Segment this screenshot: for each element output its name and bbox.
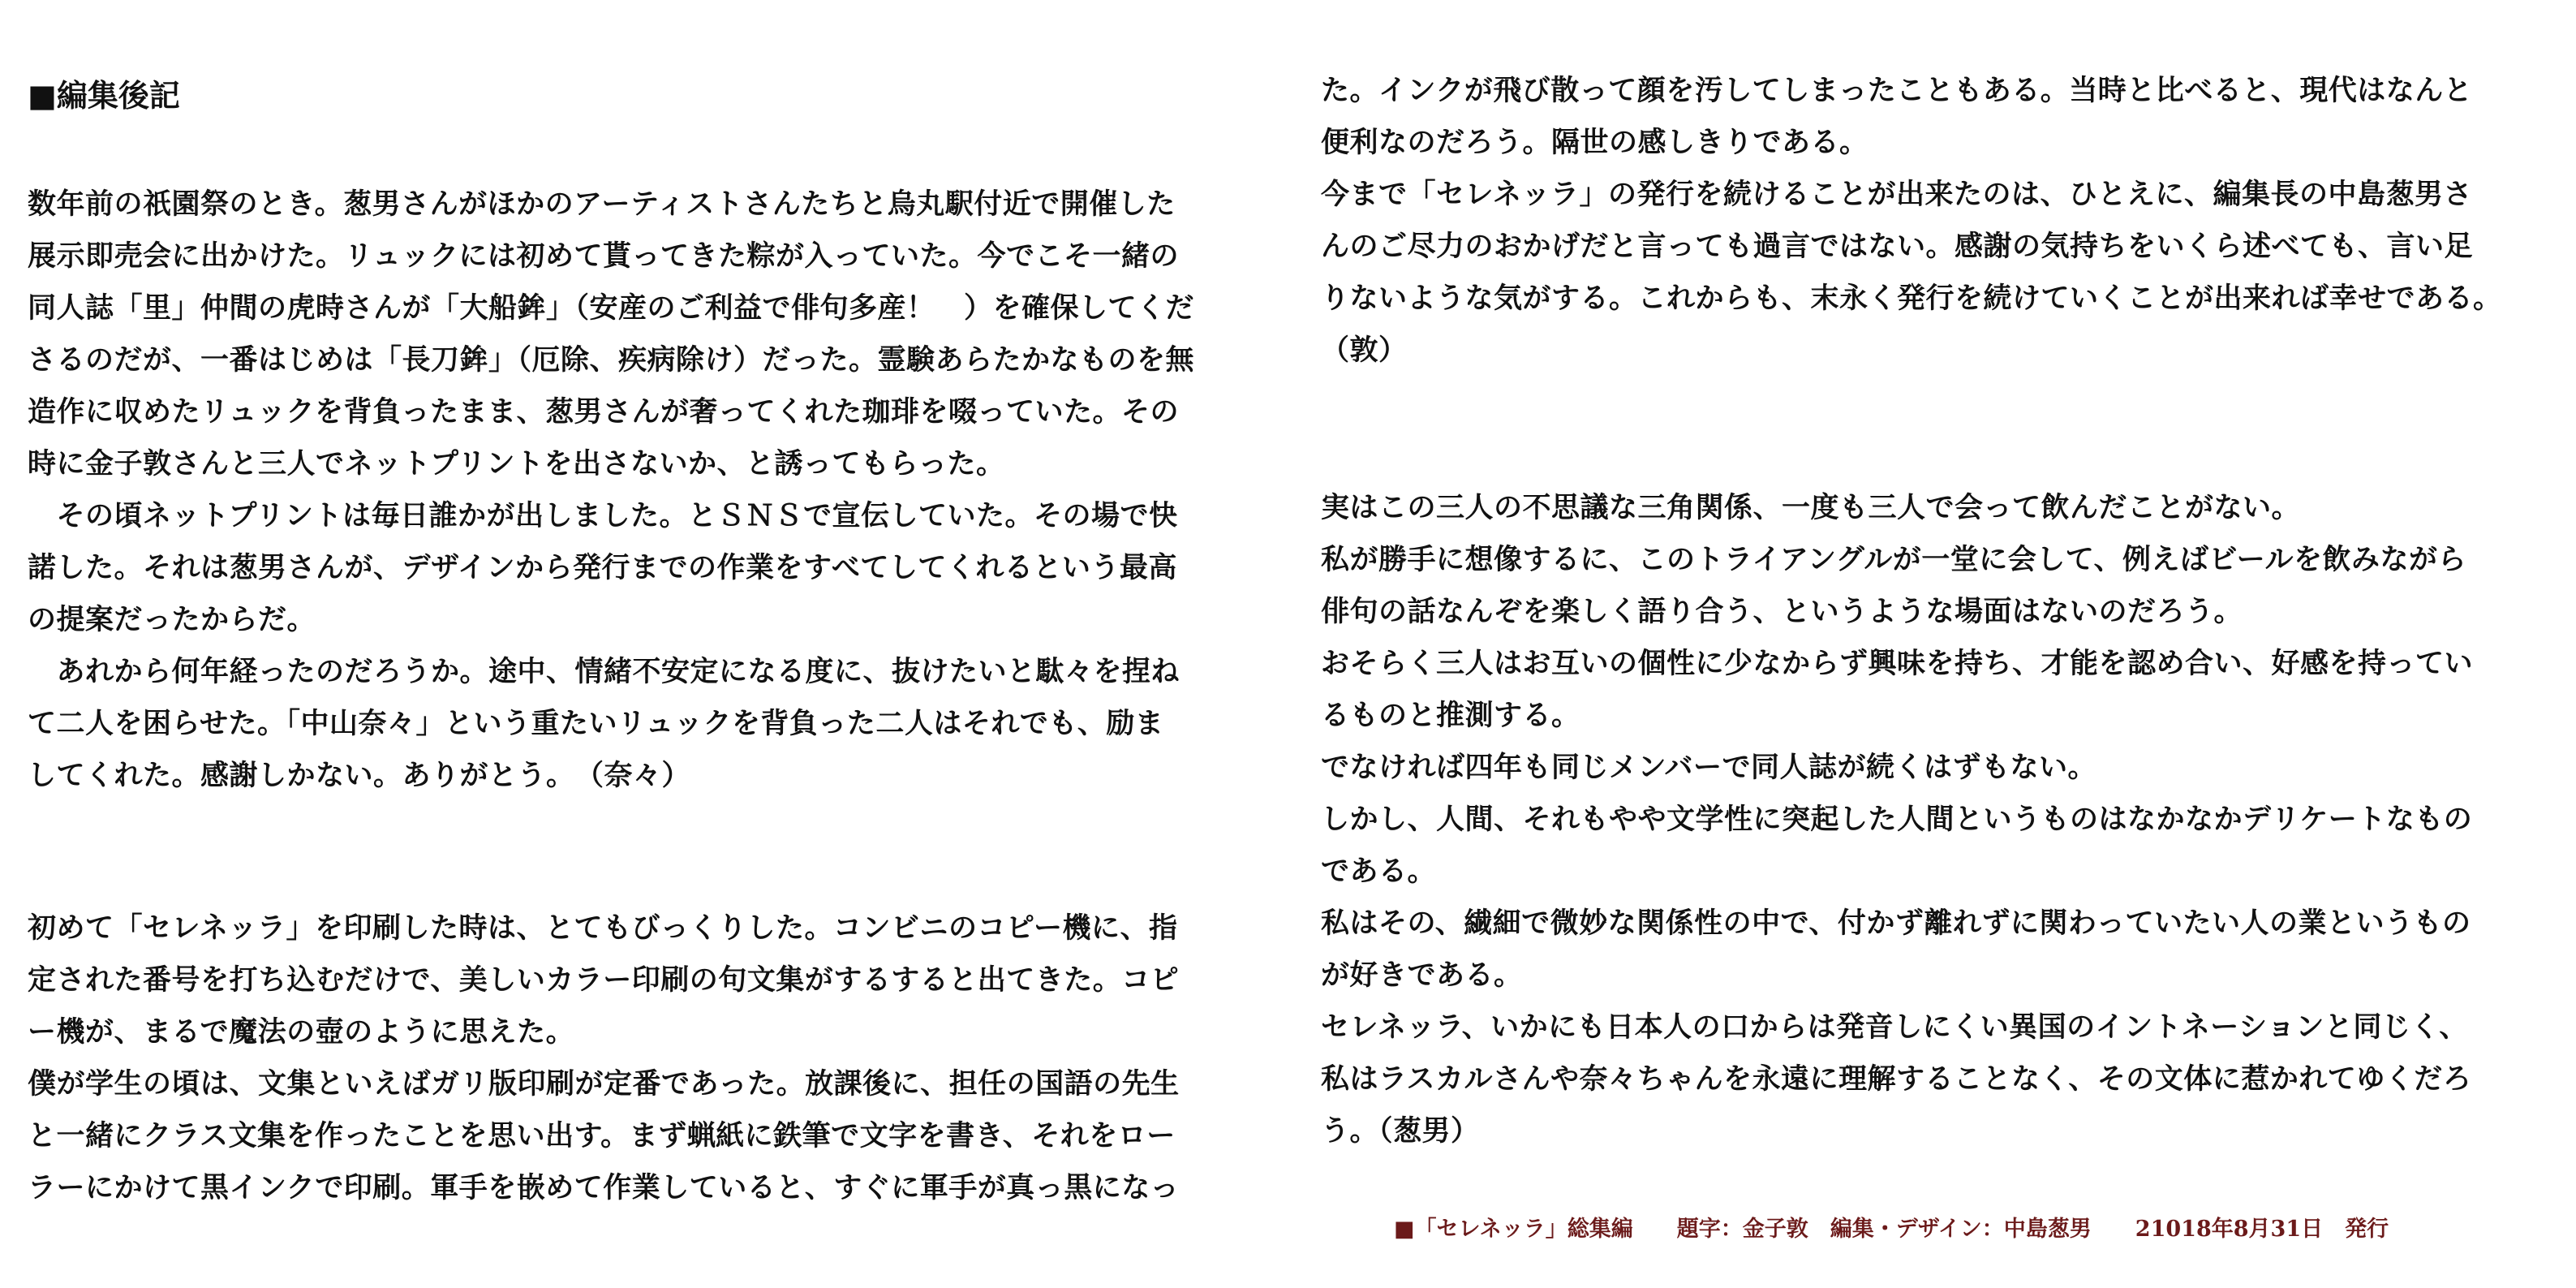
paragraph-line: 造作に収めたリュックを背負ったまま、葱男さんが奢ってくれた珈琲を啜っていた。その xyxy=(28,395,1179,429)
paragraph-line: の提案だったからだ。 xyxy=(28,603,316,636)
paragraph-line: してくれた。感謝しかない。ありがとう。 （奈々） xyxy=(28,759,691,792)
paragraph-line: て二人を困らせた。「中山奈々」という重たいリュックを背負った二人はそれでも、励ま xyxy=(28,707,1164,740)
paragraph-line: あれから何年経ったのだろうか。途中、情緒不安定になる度に、抜けたいと駄々を捏ね xyxy=(28,655,1180,688)
paragraph-line: （敦） xyxy=(1321,334,1408,367)
paragraph-line: た。インクが飛び散って顔を汚してしまったこともある。当時と比べると、現代はなんと xyxy=(1321,74,2473,107)
paragraph-line: 今まで「セレネッラ」の発行を続けることが出来たのは、ひとえに、編集長の中島葱男さ xyxy=(1321,178,2472,211)
paragraph-line: 私が勝手に想像するに、このトライアングルが一堂に会して、例えばビールを飲みながら xyxy=(1321,543,2466,576)
colophon: ■「セレネッラ」総集編 題字：金子敦 編集・デザイン：中島葱男 21018年8月31日 発行 xyxy=(1394,1217,2389,1242)
paragraph-line: りないような気がする。これからも、末永く発行を続けていくことが出来れば幸せである。 xyxy=(1321,282,2502,315)
paragraph-line: 時に金子敦さんと三人でネットプリントを出さないか、と誘ってもらった。 xyxy=(28,447,1005,480)
paragraph-line: 俳句の話なんぞを楽しく語り合う、というような場面はないのだろう。 xyxy=(1321,595,2243,628)
nana-postscript xyxy=(28,179,1194,802)
paragraph-line: 僕が学生の頃は、文集といえばガリ版印刷が定番であった。放課後に、担任の国語の先生 xyxy=(28,1067,1180,1101)
paragraph-line: 展示即売会に出かけた。リュックには初めて貰ってきた粽が入っていた。今でこそ一緒の xyxy=(28,239,1179,273)
negio-postscript xyxy=(1321,482,2473,1157)
paragraph-line: である。 xyxy=(1321,855,1437,888)
paragraph-line: でなければ四年も同じメンバーで同人誌が続くはずもない。 xyxy=(1321,751,2097,784)
paragraph-line: しかし、人間、それもやや文学性に突起した人間というものはなかなかデリケートなもの xyxy=(1321,803,2473,836)
paragraph-line: んのご尽力のおかげだと言っても過言ではない。感謝の気持ちをいくら述べても、言い足 xyxy=(1321,230,2474,263)
paragraph-line: 私はラスカルさんや奈々ちゃんを永遠に理解することなく、その文体に惹かれてゆくだろ xyxy=(1321,1062,2472,1096)
paragraph-line: さるのだが、一番はじめは「長刀鉾」（厄除、疾病除け）だった。霊験あらたかなものを無 xyxy=(28,343,1195,377)
paragraph-line: 諾した。それは葱男さんが、デザインから発行までの作業をすべてしてくれるという最高 xyxy=(28,551,1177,584)
paragraph-line: その頃ネットプリントは毎日誰かが出しました。とＳＮＳで宣伝していた。その場で快 xyxy=(28,499,1178,532)
paragraph-line: ー機が、まるで魔法の壺のように思えた。 xyxy=(28,1015,575,1049)
paragraph-line: 定された番号を打ち込むだけで、美しいカラー印刷の句文集がするすると出てきた。コピ xyxy=(28,963,1180,997)
paragraph-line: 数年前の祇園祭のとき。葱男さんがほかのアーティストさんたちと烏丸駅付近で開催した xyxy=(28,187,1176,221)
paragraph-line: るものと推測する。 xyxy=(1321,699,1580,732)
paragraph-line: おそらく三人はお互いの個性に少なからず興味を持ち、才能を認め合い、好感を持ってい xyxy=(1321,647,2474,680)
section-heading: ■編集後記 xyxy=(28,77,180,114)
atsushi-postscript-part1 xyxy=(28,902,1180,1214)
paragraph-line: 実はこの三人の不思議な三角関係、一度も三人で会って飲んだことがない。 xyxy=(1321,491,2301,524)
paragraph-line: セレネッラ、いかにも日本人の口からは発音しにくい異国のイントネーションと同じく、 xyxy=(1321,1010,2468,1044)
paragraph-line: 初めて「セレネッラ」を印刷した時は、とてもびっくりした。コンビニのコピー機に、指 xyxy=(28,911,1178,945)
paragraph-line: 同人誌「里」仲間の虎時さんが「大船鉾」（安産のご利益で俳句多産！ ）を確保してくだ xyxy=(28,291,1195,325)
paragraph-line: と一緒にクラス文集を作ったことを思い出す。まず蝋紙に鉄筆で文字を書き、それをロー xyxy=(28,1119,1176,1152)
atsushi-postscript-part2 xyxy=(1321,65,2502,377)
paragraph-line: う。（葱男） xyxy=(1321,1114,1480,1148)
paragraph-line: ラーにかけて黒インクで印刷。軍手を嵌めて作業していると、すぐに軍手が真っ黒になっ xyxy=(28,1171,1180,1204)
paragraph-line: 私はその、繊細で微妙な関係性の中で、付かず離れずに関わっていたい人の業というもの xyxy=(1321,907,2471,940)
paragraph-line: 便利なのだろう。隔世の感しきりである。 xyxy=(1321,126,1869,159)
paragraph-line: が好きである。 xyxy=(1321,958,1523,992)
